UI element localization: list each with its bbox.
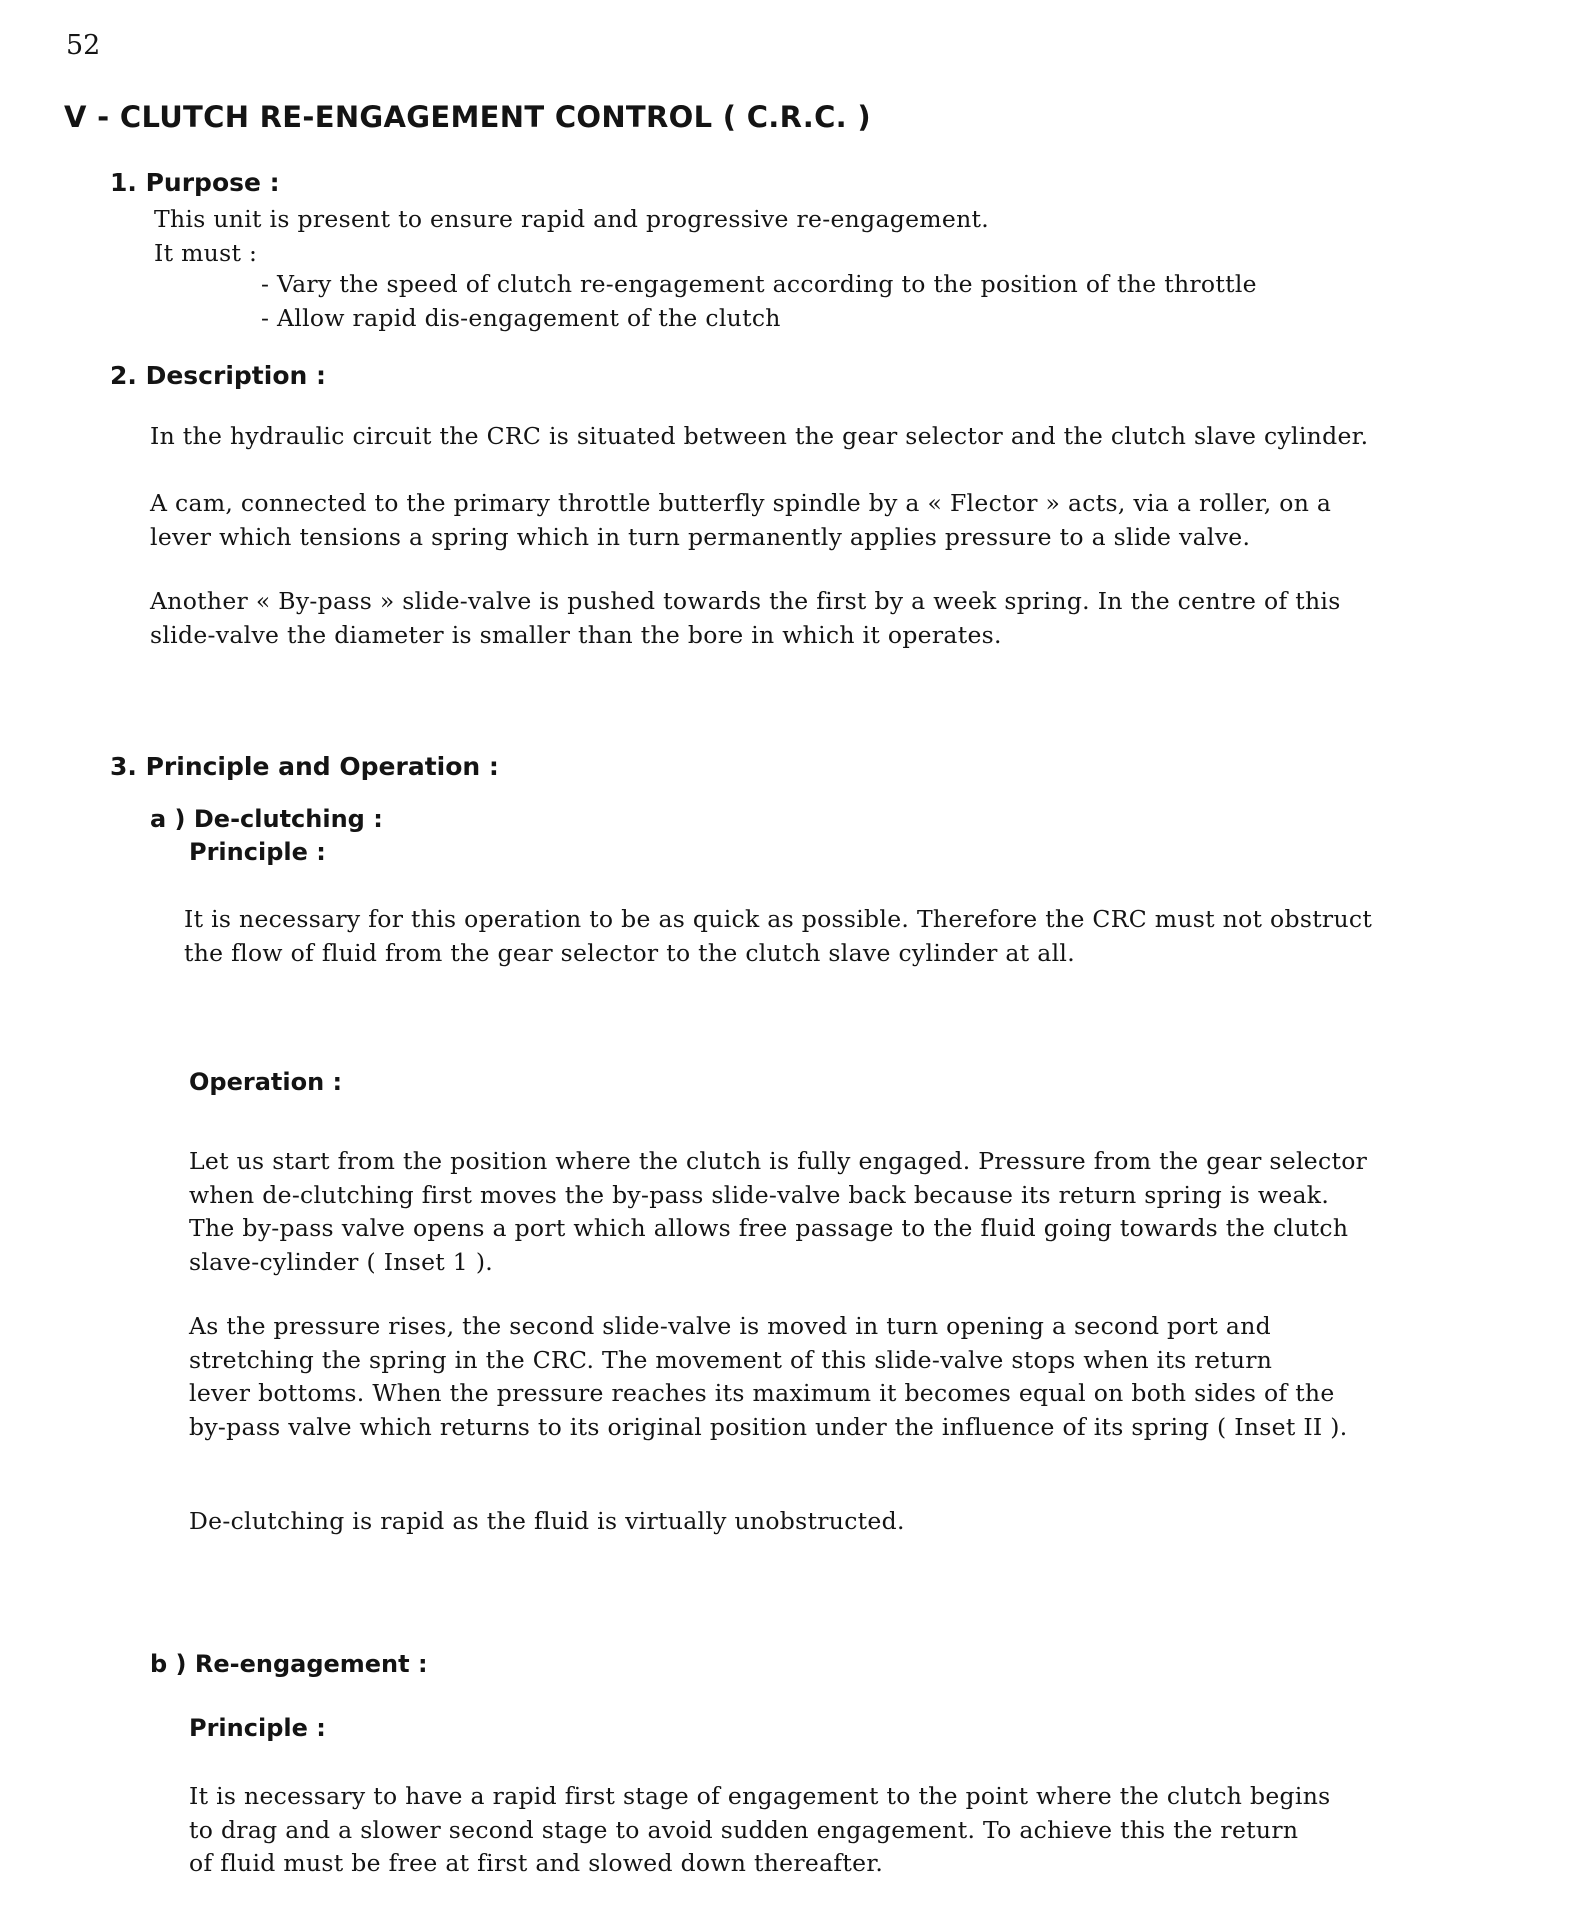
text-line: the flow of fluid from the gear selector to the clutch slave cylinder at all. (184, 938, 1075, 967)
description-paragraph (150, 420, 1368, 454)
text-line: De-clutching is rapid as the fluid is virtually unobstructed. (189, 1507, 905, 1535)
reengagement-heading: b ) Re-engagement : (150, 1650, 428, 1678)
text-line: Another « By-pass » slide-valve is pushed towards the first by a week spring. In the centre of this (150, 587, 1341, 615)
page-title: V - CLUTCH RE-ENGAGEMENT CONTROL ( C.R.C. ) (64, 100, 871, 134)
page-number: 52 (66, 30, 101, 61)
declutching-operation-paragraph (189, 1145, 1367, 1279)
text-line: slave-cylinder ( Inset 1 ). (189, 1247, 494, 1276)
text-line: when de-clutching first moves the by-pass slide-valve back because its return spring is weak. (189, 1180, 1330, 1209)
text-line: of fluid must be free at first and slowed down thereafter. (189, 1849, 884, 1877)
text-line: to drag and a slower second stage to avoid sudden engagement. To achieve this the return (189, 1815, 1299, 1844)
text-line: It must : (154, 238, 258, 267)
text-line: slide-valve the diameter is smaller than the bore in which it operates. (150, 620, 1002, 649)
list-item: - Allow rapid dis-engagement of the clutch (261, 303, 781, 332)
text-line: It is necessary to have a rapid first stage of engagement to the point where the clutch begins (189, 1782, 1331, 1810)
declutching-principle-text (184, 903, 1372, 970)
text-line: A cam, connected to the primary throttle butterfly spindle by a « Flector » acts, via a roller, on a (150, 489, 1332, 517)
text-line: stretching the spring in the CRC. The movement of this slide-valve stops when its return (189, 1345, 1273, 1374)
text-line: lever bottoms. When the pressure reaches its maximum it becomes equal on both sides of the (189, 1379, 1335, 1407)
text-line: lever which tensions a spring which in turn permanently applies pressure to a slide valve. (150, 522, 1251, 551)
purpose-heading: 1. Purpose : (110, 168, 280, 197)
text-line: by-pass valve which returns to its original position under the influence of its spring ( Inset II ). (189, 1412, 1348, 1441)
text-line: As the pressure rises, the second slide-valve is moved in turn opening a second port and (189, 1312, 1271, 1340)
text-line: Let us start from the position where the clutch is fully engaged. Pressure from the gear selector (189, 1147, 1368, 1175)
text-line: In the hydraulic circuit the CRC is situated between the gear selector and the clutch slave cylinder. (150, 422, 1369, 450)
declutching-operation-heading: Operation : (189, 1068, 343, 1096)
text-line: It is necessary for this operation to be as quick as possible. Therefore the CRC must not obstruct (184, 905, 1373, 933)
declutching-principle-heading: Principle : (189, 838, 326, 866)
declutching-operation-paragraph (189, 1505, 905, 1539)
description-heading: 2. Description : (110, 361, 326, 390)
reengagement-principle-heading: Principle : (189, 1714, 326, 1742)
purpose-bullet-list (261, 268, 1257, 335)
reengagement-principle-text (189, 1780, 1331, 1881)
text-line: The by-pass valve opens a port which allows free passage to the fluid going towards the clutch (189, 1214, 1349, 1242)
declutching-heading: a ) De-clutching : (150, 805, 383, 833)
list-item: - Vary the speed of clutch re-engagement according to the position of the throttle (261, 270, 1257, 298)
description-paragraph (150, 585, 1341, 652)
principle-operation-heading: 3. Principle and Operation : (110, 752, 499, 781)
purpose-text (154, 203, 989, 270)
text-line: This unit is present to ensure rapid and progressive re-engagement. (154, 205, 990, 233)
description-paragraph (150, 487, 1331, 554)
declutching-operation-paragraph (189, 1310, 1348, 1444)
